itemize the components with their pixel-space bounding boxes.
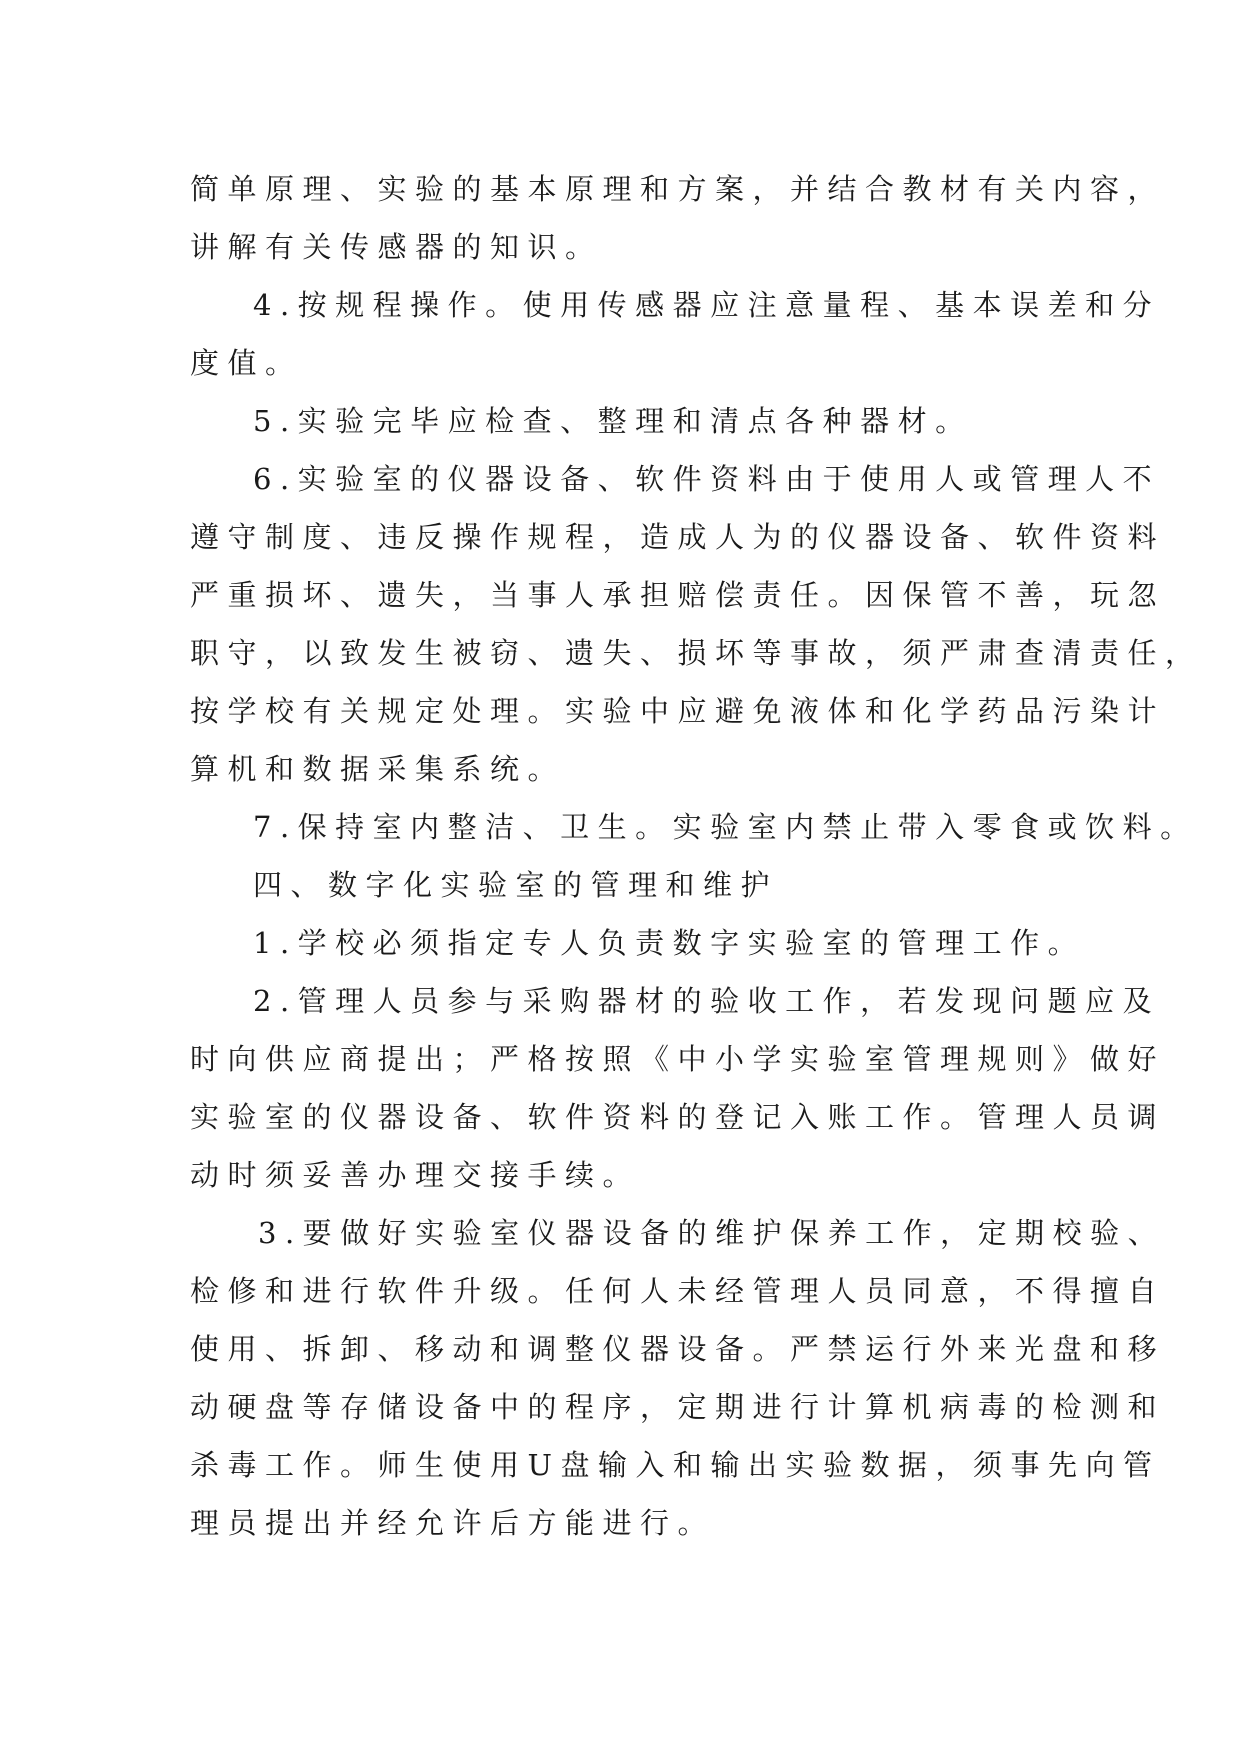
paragraph-line: 遵守制度、违反操作规程，造成人为的仪器设备、软件资料 — [190, 520, 1166, 554]
list-item-3: 3.要做好实验室仪器设备的维护保养工作，定期校验、 — [258, 1216, 1166, 1250]
paragraph-line: 实验室的仪器设备、软件资料的登记入账工作。管理人员调 — [190, 1100, 1166, 1134]
paragraph-line: 动硬盘等存储设备中的程序，定期进行计算机病毒的检测和 — [190, 1390, 1166, 1424]
paragraph-line: 职守，以致发生被窃、遗失、损坏等事故，须严肃查清责任， — [190, 636, 1203, 670]
list-item-2: 2.管理人员参与采购器材的验收工作，若发现问题应及 — [253, 984, 1161, 1018]
paragraph-line: 动时须妥善办理交接手续。 — [190, 1158, 641, 1192]
list-item-7: 7.保持室内整洁、卫生。实验室内禁止带入零食或饮料。 — [253, 810, 1198, 844]
document-body — [190, 160, 1203, 1552]
list-item-6: 6.实验室的仪器设备、软件资料由于使用人或管理人不 — [253, 462, 1161, 496]
list-item-5: 5.实验完毕应检查、整理和清点各种器材。 — [253, 404, 973, 438]
paragraph-line: 检修和进行软件升级。任何人未经管理人员同意，不得擅自 — [190, 1274, 1166, 1308]
paragraph-line: 严重损坏、遗失，当事人承担赔偿责任。因保管不善，玩忽 — [190, 578, 1166, 612]
paragraph-line: 理员提出并经允许后方能进行。 — [190, 1506, 716, 1540]
paragraph-line: 按学校有关规定处理。实验中应避免液体和化学药品污染计 — [190, 694, 1166, 728]
paragraph-line: 时向供应商提出；严格按照《中小学实验室管理规则》做好 — [190, 1042, 1166, 1076]
paragraph-line: 简单原理、实验的基本原理和方案，并结合教材有关内容， — [190, 172, 1166, 206]
list-item-1: 1.学校必须指定专人负责数字实验室的管理工作。 — [253, 926, 1086, 960]
paragraph-line: 使用、拆卸、移动和调整仪器设备。严禁运行外来光盘和移 — [190, 1332, 1166, 1366]
list-item-4: 4.按规程操作。使用传感器应注意量程、基本误差和分 — [253, 288, 1161, 322]
paragraph-line: 杀毒工作。师生使用U盘输入和输出实验数据，须事先向管 — [190, 1448, 1161, 1482]
paragraph-line: 算机和数据采集系统。 — [190, 752, 566, 786]
paragraph-line: 讲解有关传感器的知识。 — [190, 230, 603, 264]
section-heading: 四、数字化实验室的管理和维护 — [253, 868, 779, 902]
paragraph-line: 度值。 — [190, 346, 303, 380]
